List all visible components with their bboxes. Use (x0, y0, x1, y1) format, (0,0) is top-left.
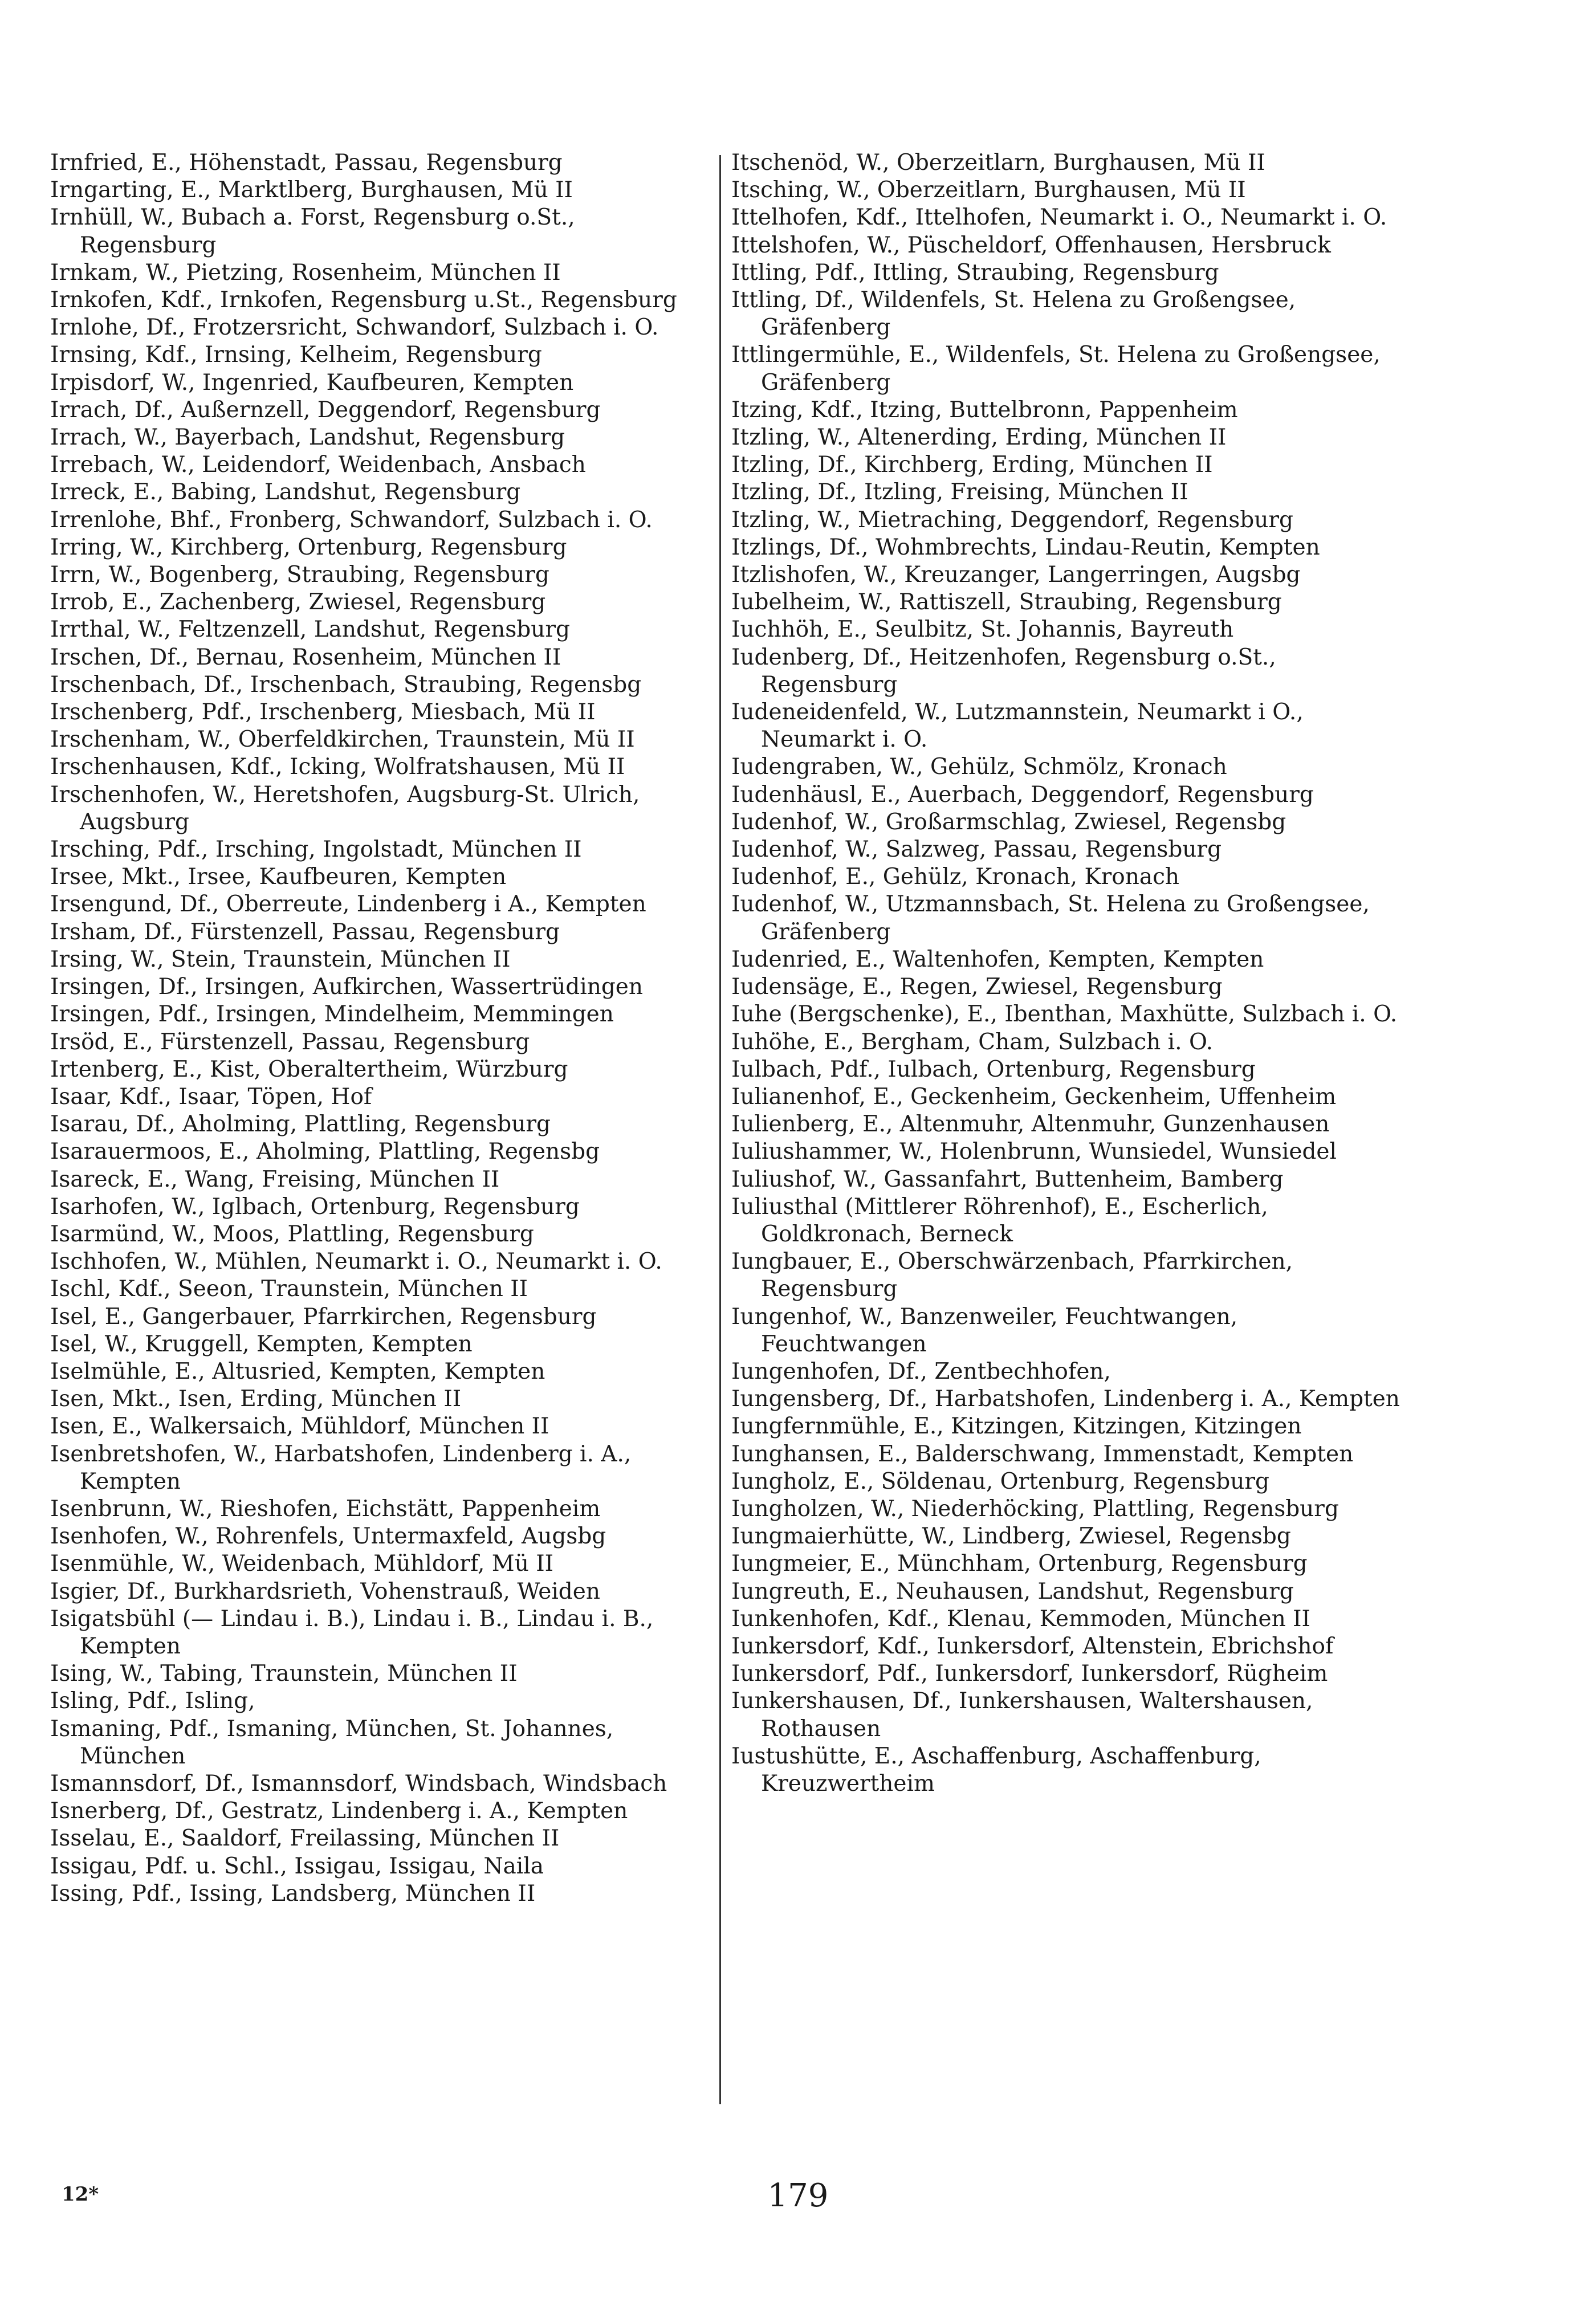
gazetteer-entry: Isarmünd, W., Moos, Plattling, Regensburg (50, 1221, 534, 1247)
gazetteer-entry: Irtenberg, E., Kist, Oberaltertheim, Würzburg (50, 1056, 568, 1082)
gazetteer-entry: Iulianenhof, E., Geckenheim, Geckenheim, Uffenheim (731, 1083, 1337, 1110)
gazetteer-entry: Irsingen, Pdf., Irsingen, Mindelheim, Memmingen (50, 1001, 614, 1028)
gazetteer-entry: Irngarting, E., Marktlberg, Burghausen, Mü II (50, 177, 573, 203)
gazetteer-entry: Itsching, W., Oberzeitlarn, Burghausen, Mü II (731, 177, 1246, 203)
gazetteer-entry: Iunghansen, E., Balderschwang, Immenstadt, Kempten (731, 1441, 1354, 1467)
column-divider (719, 155, 721, 2104)
gazetteer-entry: Irschen, Df., Bernau, Rosenheim, München II (50, 644, 561, 670)
gazetteer-entry: Iunkenhofen, Kdf., Klenau, Kemmoden, München II (731, 1606, 1310, 1632)
gazetteer-entry: Itzlishofen, W., Kreuzanger, Langerringen, Augsbg (731, 562, 1301, 588)
gazetteer-entry: Isarhofen, W., Iglbach, Ortenburg, Regensburg (50, 1193, 580, 1220)
gazetteer-entry: Irnhüll, W., Bubach a. Forst, Regensburg o.St., Regensburg (50, 205, 575, 258)
gazetteer-entry: Irnsing, Kdf., Irnsing, Kelheim, Regensburg (50, 342, 542, 368)
gazetteer-entry: Ittlingermühle, E., Wildenfels, St. Helena zu Großengsee, Gräfenberg (731, 342, 1381, 396)
gazetteer-entry: Ismaning, Pdf., Ismaning, München, St. Johannes, München (50, 1716, 614, 1769)
gazetteer-entry: Ischhofen, W., Mühlen, Neumarkt i. O., Neumarkt i. O. (50, 1249, 662, 1275)
gazetteer-entry: Isling, Pdf., Isling, (50, 1688, 255, 1714)
gazetteer-entry: Isenbrunn, W., Rieshofen, Eichstätt, Pappenheim (50, 1496, 601, 1522)
gazetteer-entry: Irschenberg, Pdf., Irschenberg, Miesbach, Mü II (50, 699, 596, 726)
gazetteer-entry: Irrach, Df., Außernzell, Deggendorf, Regensburg (50, 397, 601, 423)
gazetteer-entry: Irreck, E., Babing, Landshut, Regensburg (50, 479, 521, 506)
gazetteer-entry: Iudenried, E., Waltenhofen, Kempten, Kempten (731, 946, 1264, 972)
gazetteer-entry: Irrebach, W., Leidendorf, Weidenbach, Ansbach (50, 452, 586, 478)
gazetteer-entry: Iudenhof, W., Großarmschlag, Zwiesel, Regensbg (731, 809, 1286, 835)
gazetteer-entry: Iselmühle, E., Altusried, Kempten, Kempten (50, 1358, 545, 1384)
gazetteer-entry: Irrn, W., Bogenberg, Straubing, Regensburg (50, 562, 549, 588)
gazetteer-entry: Iulienberg, E., Altenmuhr, Altenmuhr, Gunzenhausen (731, 1111, 1330, 1138)
gazetteer-entry: Iungenhof, W., Banzenweiler, Feuchtwangen, Feuchtwangen (731, 1303, 1238, 1357)
gazetteer-entry: Iunkersdorf, Pdf., Iunkersdorf, Iunkersdorf, Rügheim (731, 1661, 1328, 1687)
gazetteer-entry: Isigatsbühl (— Lindau i. B.), Lindau i. B., Lindau i. B., Kempten (50, 1606, 654, 1659)
gazetteer-entry: Irsingen, Df., Irsingen, Aufkirchen, Wassertrüdingen (50, 974, 643, 1000)
gazetteer-entry: Iuchhöh, E., Seulbitz, St. Johannis, Bayreuth (731, 617, 1234, 643)
gazetteer-entry: Irsham, Df., Fürstenzell, Passau, Regensburg (50, 919, 560, 945)
gazetteer-entry: Irnkam, W., Pietzing, Rosenheim, München II (50, 259, 561, 286)
gazetteer-entry: Iudenhof, W., Salzweg, Passau, Regensburg (731, 837, 1222, 863)
gazetteer-entry: Ittelhofen, Kdf., Ittelhofen, Neumarkt i. O., Neumarkt i. O. (731, 205, 1387, 231)
gazetteer-entry: Iudensäge, E., Regen, Zwiesel, Regensburg (731, 974, 1223, 1000)
gazetteer-entry: Isaar, Kdf., Isaar, Töpen, Hof (50, 1083, 372, 1110)
gazetteer-entry: Ischl, Kdf., Seeon, Traunstein, München II (50, 1276, 528, 1302)
gazetteer-entry: Iudengraben, W., Gehülz, Schmölz, Kronach (731, 754, 1227, 780)
gazetteer-entry: Iuhöhe, E., Bergham, Cham, Sulzbach i. O. (731, 1029, 1214, 1055)
gazetteer-entry: Iungreuth, E., Neuhausen, Landshut, Regensburg (731, 1578, 1294, 1604)
gazetteer-entry: Iungmaierhütte, W., Lindberg, Zwiesel, Regensbg (731, 1523, 1291, 1550)
gazetteer-entry: Ittling, Df., Wildenfels, St. Helena zu Großengsee, Gräfenberg (731, 287, 1296, 341)
gazetteer-entry: Issigau, Pdf. u. Schl., Issigau, Issigau, Naila (50, 1853, 544, 1879)
gazetteer-entry: Iuliusthal (Mittlerer Röhrenhof), E., Escherlich, Goldkronach, Berneck (731, 1193, 1268, 1247)
page-number: 179 (767, 2177, 829, 2214)
gazetteer-entry: Isel, W., Kruggell, Kempten, Kempten (50, 1331, 473, 1357)
gazetteer-entry: Isarauermoos, E., Aholming, Plattling, Regensbg (50, 1139, 600, 1165)
gazetteer-entry: Iudenhof, E., Gehülz, Kronach, Kronach (731, 864, 1180, 890)
gazetteer-entry: Iudenhof, W., Utzmannsbach, St. Helena zu Großengsee, Gräfenberg (731, 891, 1370, 945)
gazetteer-entry: Iungfernmühle, E., Kitzingen, Kitzingen, Kitzingen (731, 1413, 1302, 1440)
gazetteer-entry: Isarau, Df., Aholming, Plattling, Regensburg (50, 1111, 551, 1138)
gazetteer-entry: Isel, E., Gangerbauer, Pfarrkirchen, Regensburg (50, 1303, 597, 1330)
gazetteer-entry: Irsöd, E., Fürstenzell, Passau, Regensburg (50, 1029, 530, 1055)
gazetteer-entry: Irring, W., Kirchberg, Ortenburg, Regensburg (50, 534, 567, 560)
gazetteer-entry: Iungenhofen, Df., Zentbechhofen, (731, 1358, 1111, 1384)
gazetteer-entry: Itzlings, Df., Wohmbrechts, Lindau-Reutin, Kempten (731, 534, 1320, 560)
gazetteer-entry: Irnfried, E., Höhenstadt, Passau, Regensburg (50, 150, 563, 176)
gazetteer-entry: Ittling, Pdf., Ittling, Straubing, Regensburg (731, 259, 1219, 286)
gazetteer-entry: Iungbauer, E., Oberschwärzenbach, Pfarrkirchen, Regensburg (731, 1249, 1293, 1302)
gazetteer-entry: Iudenberg, Df., Heitzenhofen, Regensburg o.St., Regensburg (731, 644, 1276, 698)
gazetteer-entry: Iunkersdorf, Kdf., Iunkersdorf, Altenstein, Ebrichshof (731, 1633, 1334, 1659)
gazetteer-entry: Isgier, Df., Burkhardsrieth, Vohenstrauß, Weiden (50, 1578, 600, 1604)
gazetteer-entry: Irsing, W., Stein, Traunstein, München II (50, 946, 511, 972)
gazetteer-entry: Itzling, W., Mietraching, Deggendorf, Regensburg (731, 507, 1293, 533)
gazetteer-entry: Irrenlohe, Bhf., Fronberg, Schwandorf, Sulzbach i. O. (50, 507, 653, 533)
gazetteer-entry: Iudeneidenfeld, W., Lutzmannstein, Neumarkt i O., Neumarkt i. O. (731, 699, 1304, 753)
signature-mark: 12* (62, 2183, 99, 2206)
gazetteer-entry: Itzing, Kdf., Itzing, Buttelbronn, Pappenheim (731, 397, 1238, 423)
gazetteer-entry: Iustushütte, E., Aschaffenburg, Aschaffenburg, Kreuzwertheim (731, 1743, 1261, 1796)
gazetteer-entry: Iungholz, E., Söldenau, Ortenburg, Regensburg (731, 1468, 1269, 1494)
gazetteer-entry: Iulbach, Pdf., Iulbach, Ortenburg, Regensburg (731, 1056, 1256, 1082)
gazetteer-entry: Irrthal, W., Feltzenzell, Landshut, Regensburg (50, 617, 570, 643)
gazetteer-entry: Irpisdorf, W., Ingenried, Kaufbeuren, Kempten (50, 369, 574, 396)
gazetteer-entry: Iunkershausen, Df., Iunkershausen, Waltershausen, Rothausen (731, 1688, 1313, 1742)
gazetteer-entry: Itzling, W., Altenerding, Erding, München II (731, 425, 1227, 451)
gazetteer-entry: Isselau, E., Saaldorf, Freilassing, München II (50, 1826, 560, 1852)
gazetteer-entry: Isen, Mkt., Isen, Erding, München II (50, 1386, 462, 1412)
gazetteer-entry: Irsee, Mkt., Irsee, Kaufbeuren, Kempten (50, 864, 507, 890)
gazetteer-entry: Irschenhofen, W., Heretshofen, Augsburg-St. Ulrich, Augsburg (50, 781, 640, 835)
right-column (731, 149, 1404, 1798)
gazetteer-entry: Iungmeier, E., Münchham, Ortenburg, Regensburg (731, 1551, 1308, 1577)
gazetteer-entry: Iuhe (Bergschenke), E., Ibenthan, Maxhütte, Sulzbach i. O. (731, 1001, 1398, 1028)
gazetteer-entry: Isenbretshofen, W., Harbatshofen, Lindenberg i. A., Kempten (50, 1441, 632, 1494)
gazetteer-entry: Irrach, W., Bayerbach, Landshut, Regensburg (50, 425, 565, 451)
left-column (50, 149, 706, 1908)
gazetteer-entry: Iungensberg, Df., Harbatshofen, Lindenberg i. A., Kempten (731, 1386, 1400, 1412)
gazetteer-entry: Iungholzen, W., Niederhöcking, Plattling, Regensburg (731, 1496, 1339, 1522)
gazetteer-entry: Isareck, E., Wang, Freising, München II (50, 1166, 500, 1192)
gazetteer-entry: Itschenöd, W., Oberzeitlarn, Burghausen, Mü II (731, 150, 1265, 176)
gazetteer-entry: Isenmühle, W., Weidenbach, Mühldorf, Mü II (50, 1551, 554, 1577)
gazetteer-entry: Irschenbach, Df., Irschenbach, Straubing, Regensbg (50, 671, 642, 698)
gazetteer-entry: Irnlohe, Df., Frotzersricht, Schwandorf, Sulzbach i. O. (50, 315, 659, 341)
gazetteer-entry: Irnkofen, Kdf., Irnkofen, Regensburg u.St., Regensburg (50, 287, 677, 313)
gazetteer-entry: Isen, E., Walkersaich, Mühldorf, München II (50, 1413, 549, 1440)
gazetteer-entry: Irschenhausen, Kdf., Icking, Wolfratshausen, Mü II (50, 754, 625, 780)
gazetteer-entry: Irrob, E., Zachenberg, Zwiesel, Regensburg (50, 589, 546, 616)
gazetteer-entry: Irsching, Pdf., Irsching, Ingolstadt, München II (50, 837, 582, 863)
gazetteer-entry: Iuliushof, W., Gassanfahrt, Buttenheim, Bamberg (731, 1166, 1284, 1192)
gazetteer-entry: Iuliushammer, W., Holenbrunn, Wunsiedel, Wunsiedel (731, 1139, 1337, 1165)
gazetteer-entry: Ising, W., Tabing, Traunstein, München II (50, 1661, 518, 1687)
gazetteer-entry: Issing, Pdf., Issing, Landsberg, München II (50, 1880, 536, 1906)
gazetteer-entry: Ittelshofen, W., Püscheldorf, Offenhausen, Hersbruck (731, 232, 1331, 258)
gazetteer-entry: Iubelheim, W., Rattiszell, Straubing, Regensburg (731, 589, 1282, 616)
gazetteer-entry: Isenhofen, W., Rohrenfels, Untermaxfeld, Augsbg (50, 1523, 606, 1550)
gazetteer-entry: Isnerberg, Df., Gestratz, Lindenberg i. A., Kempten (50, 1798, 628, 1824)
gazetteer-entry: Irsengund, Df., Oberreute, Lindenberg i A., Kempten (50, 891, 646, 918)
gazetteer-entry: Irschenham, W., Oberfeldkirchen, Traunstein, Mü II (50, 727, 635, 753)
gazetteer-entry: Itzling, Df., Kirchberg, Erding, München II (731, 452, 1213, 478)
gazetteer-entry: Ismannsdorf, Df., Ismannsdorf, Windsbach, Windsbach (50, 1770, 667, 1796)
gazetteer-entry: Itzling, Df., Itzling, Freising, München II (731, 479, 1188, 506)
gazetteer-entry: Iudenhäusl, E., Auerbach, Deggendorf, Regensburg (731, 781, 1314, 808)
